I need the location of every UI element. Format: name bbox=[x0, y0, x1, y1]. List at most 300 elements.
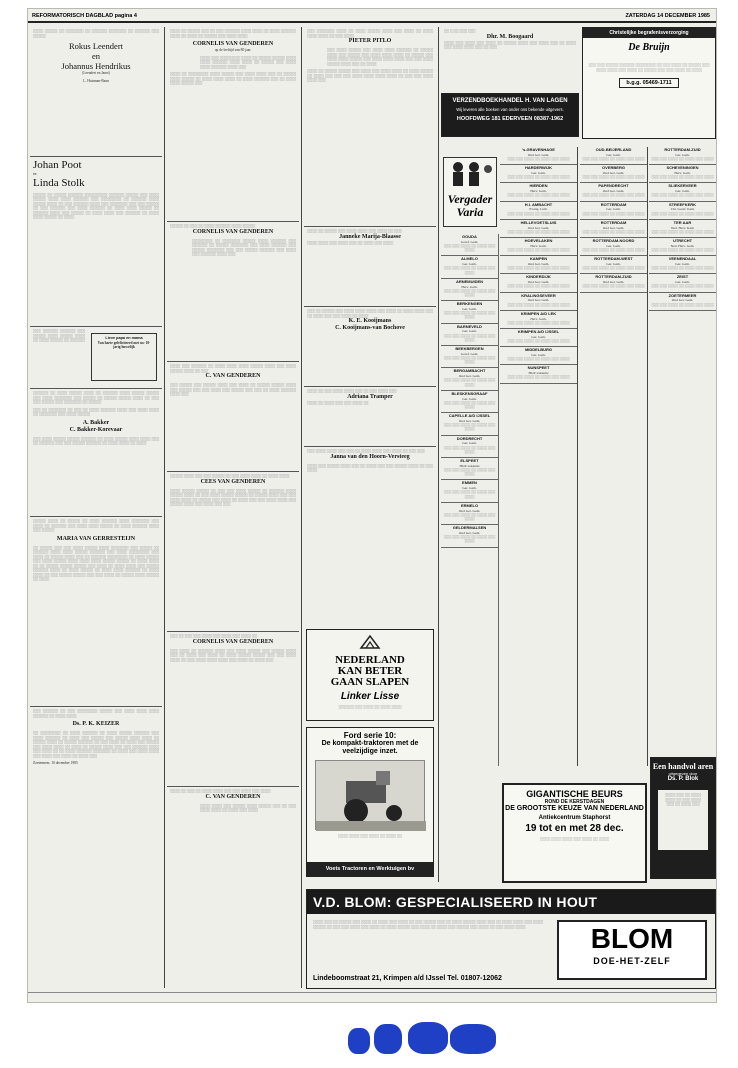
church-denomination: Ger. Gem. bbox=[462, 262, 477, 267]
column-1 bbox=[30, 27, 162, 988]
birth-announcement bbox=[30, 27, 162, 157]
filler-text: ░░░░ ░░░ ░░░░░░ ░░ ░░░░ ░░░░ ░░░░ ░░░░░ ░░░░ ░░░ ░░░░ ░░░░░ ░░░░ ░░ ░░░ bbox=[170, 364, 296, 373]
church-place: CAPELLE A/D IJSSEL bbox=[448, 413, 491, 419]
masthead bbox=[28, 9, 716, 23]
church-denomination: Oud Ger. Gem. bbox=[458, 419, 481, 424]
church-listing bbox=[649, 147, 716, 165]
filler-text: ░░░ ░░ ░░░ ░░░ ░░░░ ░░░ ░░░░ ░░░ ░░░░ ░░ bbox=[170, 634, 258, 638]
name-kooijmans-2: C. Kooijmans-van Bochove bbox=[335, 325, 405, 331]
church-listing bbox=[441, 436, 498, 458]
filler-text: ░░░░░ ░░░░ ░░░ ░░░ ░░░░░ ░░ ░░░ ░░░░ ░░░░ ░░ ░░░░ ░░░░ bbox=[170, 474, 290, 478]
church-denomination: Oud Ger. Gem. bbox=[602, 225, 625, 230]
church-place: KRALINGSEVEER bbox=[521, 292, 556, 298]
keizer-place: Zoetermeer, 10 december 1985 bbox=[33, 761, 78, 765]
filler-text: ░░░ ░░░ ░░░░ ░░ ░░░░ ░░░ ░░░░ bbox=[507, 157, 570, 161]
jubilee-sub: Van harte gefeliciteerd met uw 10-jarig huwelijk bbox=[97, 340, 151, 350]
church-place: KRIMPEN A/D IJSSEL bbox=[517, 329, 560, 335]
church-place: ZOETERMEER bbox=[668, 292, 697, 298]
filler-text: ░░░ ░░░ ░░░░ ░░ ░░░░ ░░░ ░░░░ bbox=[582, 284, 645, 289]
beurs-ad[interactable] bbox=[502, 783, 647, 883]
filler-text: ░░░░ ░░░ ░░ ░░░░ ░░░░ ░░ ░░░ ░░░░ ░░░ ░░ ░░░░ ░░░ bbox=[665, 793, 701, 806]
death-notice-1 bbox=[167, 27, 299, 222]
church-listing bbox=[649, 202, 716, 220]
church-listing bbox=[649, 238, 716, 256]
filler-text: ░░ ░ ░░ ░░░ ░░░ bbox=[444, 29, 476, 33]
handvol-aren-ad[interactable] bbox=[650, 757, 716, 879]
filler-text: ░░░ ░░░ ░░░░ ░░ ░░░░ ░░░ ░░░░ bbox=[443, 490, 496, 499]
church-listing bbox=[500, 329, 577, 347]
de-bruijn-header: Christelijke begrafenisverzorging bbox=[583, 28, 715, 38]
church-listing bbox=[649, 165, 716, 183]
tractor-icon bbox=[316, 761, 426, 831]
filler-text: ░░░░ ░░ ░░░░░ ░░░░░ ░░░ ░░░░ ░░░ ░░░░ ░░░░ ░░ ░░░░ ░░░░░ ░░ ░░░░ ░░░ ░░░ ░░░ ░░░░ ░░░░ ░░░░ ░░░░ ░░ ░░░ ░░░ ░░░░ ░░░░ ░░░ bbox=[307, 69, 433, 82]
church-denomination: Oud Ger. Gem. bbox=[458, 374, 481, 379]
masthead-right: ZATERDAG 14 DECEMBER 1985 bbox=[625, 13, 710, 19]
newspaper-page bbox=[27, 8, 717, 1003]
beurs-line-3: DE GROOTSTE KEUZE VAN NEDERLAND bbox=[505, 805, 644, 812]
church-listing bbox=[649, 220, 716, 238]
church-place: H.I. AMBACHT bbox=[524, 201, 553, 207]
church-place: BERKENGEN bbox=[456, 301, 483, 307]
church-denomination: Oud Ger. Gem. bbox=[527, 262, 550, 267]
church-listing bbox=[580, 147, 647, 165]
filler-text: ░░░ ░░░░░░ ░░░░░░ ░░░ ░░░░░ ░░░░ ░░░░░ ░░░░ ░░ ░░░░ ░░░░░ ░░ ░░░░░░ bbox=[33, 329, 85, 342]
church-place: BLESKENSGRAAF bbox=[451, 390, 488, 396]
filler-text: ░░░░░ ░░░░ ░░ ░░░░░ ░░ ░░░░ ░░░░░░ ░░░░ ░░░░░░░ ░░░ ░░░░ ░░ ░░░░░░ ░░░ ░░░░ ░░░░ ░░░░░ ░░ ░░░░ ░░░░░░ ░░░░ ░░░ ░░░░░ bbox=[33, 519, 159, 532]
column-2 bbox=[167, 27, 299, 988]
filler-text: ░░░░ ░░ ░░░░░ ░░░ ░░ ░░░ ░░░░░░ ░░░░ ░░░░ ░░ ░░░░ ░░░░░░ ░░░░ ░░ ░░░░ ░░ ░░░░░ ░░░ ░░░░ ░░░░ bbox=[170, 29, 296, 38]
church-listing bbox=[500, 147, 577, 165]
blom-brand: BLOM bbox=[590, 923, 674, 954]
name-en: en bbox=[91, 51, 101, 61]
filler-text: ░░░░░░ ░░░ ░░░░ ░░ ░░░░ ░░░░ bbox=[338, 705, 402, 709]
church-listing bbox=[441, 368, 498, 390]
church-denomination: Ger. Gem. bbox=[675, 262, 690, 267]
jubilee-announcement bbox=[30, 327, 162, 389]
filler-text: ░░░ ░░░░ ░░ ░░░░░░ ░░░░ ░░░ ░░░░ ░░░░░ ░░░ ░░░░░ ░░░░ ░░░ ░░ ░░░░ ░░░ ░░░░ ░░ ░░░░ ░░░░░ ░░░░░ ░░░ ░░░ ░░░░ ░░░░ ░░ ░░░ ░░░░ ░░░░ ░░░░ ░░░ ░░░░ ░░ ░░░░ ░░░ bbox=[170, 648, 296, 662]
church-listing bbox=[500, 220, 577, 238]
blom-address: Lindeboomstraat 21, Krimpen a/d IJssel Tel. 01807-12062 bbox=[313, 975, 502, 982]
linker-line-3: GAAN SLAPEN bbox=[330, 676, 410, 688]
filler-text: ░░░ ░░░ ░░░░ ░░ ░░░░ ░░░ ░░░░ bbox=[582, 229, 645, 234]
church-listing bbox=[580, 220, 647, 238]
church-place: UTRECHT bbox=[672, 238, 693, 244]
church-denomination: Ger. Gem. bbox=[531, 353, 546, 358]
church-listing bbox=[500, 183, 577, 201]
church-listing bbox=[500, 274, 577, 292]
church-place: ROTTERDAM bbox=[600, 201, 627, 207]
filler-text: ░░░ ░░░ ░░░░ ░░ ░░░░ ░░░ ░░░░ bbox=[582, 157, 645, 161]
death-notice-pitlo bbox=[304, 27, 436, 227]
church-place: PAPENDRECHT bbox=[598, 183, 629, 189]
church-list-far bbox=[649, 147, 716, 754]
church-listing bbox=[441, 480, 498, 502]
filler-text: ░░░ ░░ ░░░░░ ░░░ ░░░░ ░░░░ ░░░░ ░░░ ░░░░ ░░ ░░░░ ░░░░ ░░░ ░░ ░░░░ ░░░ ░░░ ░░░░ ░░ ░░░░ bbox=[307, 309, 433, 318]
church-place: STREEFKERK bbox=[668, 201, 697, 207]
church-place: HOEVELAKEN bbox=[524, 238, 553, 244]
filler-text: ░░░ ░░░ ░░░░ ░░ ░░░░ ░░░ ░░░░ bbox=[507, 175, 570, 180]
filler-text: ░░░ ░░░ ░░░░ ░░ ░░░░ ░░░ ░░░░ bbox=[507, 357, 570, 362]
filler-text: ░░░ ░░░ ░░░░ ░░ ░░░░ ░░░ ░░░░ bbox=[651, 266, 714, 271]
name-kooijmans-1: K. E. Kooijmans bbox=[348, 318, 392, 324]
church-listing bbox=[500, 347, 577, 365]
church-listing bbox=[441, 413, 498, 435]
blom-banner-ad[interactable] bbox=[306, 889, 716, 989]
church-place: SCHEVENINGEN bbox=[666, 165, 699, 171]
death-notice-6 bbox=[167, 787, 299, 907]
scan-blob bbox=[450, 1024, 496, 1054]
filler-text: ░░░ ░░░ ░░░░ ░░ ░░░░ ░░░ ░░░░ bbox=[443, 288, 496, 298]
linker-line-1: NEDERLAND bbox=[335, 654, 405, 666]
filler-text: ░░░ ░░░ ░░░░ ░░ ░░░░ ░░░ ░░░░ bbox=[443, 400, 496, 410]
church-place: OUD-BEIJERLAND bbox=[595, 147, 632, 152]
filler-text: ░░░ ░░░ ░░░░ ░░ ░░░░ ░░░ ░░░░ bbox=[443, 468, 496, 477]
scanner-finger-marks bbox=[340, 1020, 500, 1060]
church-listing bbox=[580, 165, 647, 183]
varia-word: Varia bbox=[456, 205, 484, 219]
church-denomination: Ger. Gem. bbox=[462, 441, 477, 446]
family-line: (Leendert en Janet) bbox=[82, 71, 110, 75]
filler-text: ░░░ ░░░ ░░░░ ░░ ░░░░ ░░░ ░░░░ bbox=[507, 284, 570, 289]
beurs-line-4: Antiekcentrum Staphorst bbox=[538, 815, 611, 821]
church-denomination: Ger. Gem. bbox=[606, 262, 621, 267]
church-denomination: Oud Ger. Gem. bbox=[527, 298, 550, 303]
church-denomination: Ger. Gem. bbox=[531, 334, 546, 339]
obituary-keizer bbox=[30, 707, 162, 897]
filler-text: ░░░ ░░░░░ ░░░ ░░░░░ ░░░░ ░░░ ░░░░ ░░ ░░░░░ ░░░░░ ░░░░ ░░░ ░░░░░ ░░░ ░░░ ░░░░ ░░░ ░░░░░ ░░░ ░░░ ░░ ░░░░ ░░░░░░ ░░░░ ░░░ bbox=[170, 383, 296, 396]
church-denomination: Herv. Gem. bbox=[530, 189, 547, 194]
church-listing bbox=[441, 279, 498, 301]
church-denomination: Chr. Geref. Kerk bbox=[670, 207, 695, 212]
name-cornelis-3: CORNELIS VAN GENDEREN bbox=[192, 638, 274, 645]
obituary-maria bbox=[30, 517, 162, 707]
filler-text: ░░ ░░░░░░░░ ░░ ░░░░ ░░░░░░ ░░ ░░░░ ░░░░░ ░░░░░░ ░░░ ░░░░ ░░░░░░ ░░ ░░░░ ░░░ ░░░░░ ░░░ ░░░░░ ░░░░ ░░░░ ░░ ░░░░░ ░░░░ ░░ ░░░░░ ░░░░░░ ░░ ░░░ ░░░░ ░░ ░░░░ ░░░ ░░░░░ ░░░ ░░░░ ░░░░ ░░ ░░░░ ░░ ░░░░░ ░░░░ ░░░ ░░░ ░░░░░░ ░░░░ ░░░ ░░░░ ░░ ░░ ░░░░ ░░░░░░ ░░░░░░░ ░░ ░░░░ ░░░ ░░░░ ░░░░ ░░░ ░░░░ ░░░ ░░░░ ░░ ░░░░ ░░░ bbox=[33, 731, 159, 758]
filler-text: ░░░ ░░░ ░░░░ ░░ ░░░░ ░░░ ░░░░ bbox=[651, 211, 714, 216]
filler-text: ░░░ ░░░ ░░░░ ░░ ░░░░ ░░░ ░░░░ bbox=[651, 302, 714, 307]
church-listing bbox=[500, 311, 577, 329]
linker-line-2: KAN BETER bbox=[337, 665, 403, 677]
church-denomination: Ger. Gem. bbox=[675, 280, 690, 285]
death-notice-marija bbox=[304, 227, 436, 307]
filler-text: ░░░ ░░░ ░░░░ ░░ ░░░░ ░░░ ░░░░ bbox=[443, 266, 496, 275]
filler-text: ░░░░ ░░░░░ ░░ ░░░░░░░ ░░ ░░░░░░ ░░░░░░░ ░░ ░░░░░░ ░░░ ░░░░░ bbox=[33, 29, 159, 38]
church-list-right bbox=[580, 147, 648, 766]
van-lagen-sub: Wij leveren alle boeken van onder ons bekende uitgevers. bbox=[456, 107, 564, 112]
church-listing bbox=[580, 202, 647, 220]
name-rokus: Rokus Leendert bbox=[68, 41, 124, 51]
church-listing bbox=[441, 458, 498, 480]
church-denomination: Evang. Luth. bbox=[529, 207, 548, 212]
death-notice-4 bbox=[167, 472, 299, 632]
church-place: ROTTERDAM-ZUID bbox=[664, 147, 701, 152]
filler-text: ░░░ ░░░ ░░░░ ░░ ░░░░ ░░░ ░░░░ bbox=[651, 175, 714, 180]
filler-text: ░░░ ░░░ ░░░░ ░░ ░░░░ ░░░ ░░░░ bbox=[507, 375, 570, 380]
church-denomination: Geref. Gem. bbox=[460, 239, 479, 244]
church-listing bbox=[500, 293, 577, 311]
name-a-bakker: A. Bakker bbox=[82, 419, 110, 426]
blom-brand-sub: DOE-HET-ZELF bbox=[593, 956, 671, 966]
blom-headline: V.D. BLOM: GESPECIALISEERD IN HOUT bbox=[307, 890, 715, 914]
jubilee-box bbox=[91, 333, 157, 381]
church-denomination: Oud Ger. Gem. bbox=[602, 171, 625, 175]
church-listing bbox=[500, 165, 577, 183]
church-denomination: Oud Ger. Gem. bbox=[527, 280, 550, 285]
church-place: NUNSPEET bbox=[527, 365, 550, 371]
church-place: ROTTERDAM bbox=[600, 219, 627, 225]
filler-text: ░░░ ░░░ ░░░░ ░░ ░░░░ ░░░ ░░░░ bbox=[443, 512, 496, 522]
church-denomination: HGP-vakantie bbox=[459, 463, 480, 468]
church-denomination: Herv. Gem. bbox=[530, 316, 547, 321]
tractor-photo bbox=[315, 760, 425, 830]
ford-headline-1: Ford serie 10: bbox=[343, 731, 397, 740]
filler-text: ░░░ ░░░ ░░░░ ░░ ░░░░ ░░░ ░░░░ bbox=[582, 248, 645, 253]
church-place: DORDRECHT bbox=[456, 435, 483, 441]
church-place: ROTTERDAM-ZUID bbox=[595, 274, 632, 280]
filler-text: ░░░░ ░░░ ░░░░░░░░ ░░░░ ░░ ░░░░░ ░░░░░ ░░░░ ░░░░ ░░░░░░ ░░░░ ░░░░ ░░ ░░░░░ ░░░ ░░░░ ░░░░ ░░░░░░ ░░░░ ░░░ bbox=[200, 55, 296, 69]
filler-text: ░░░ ░░░░ ░░░░ ░░░ ░░░ ░░ ░░░░ ░░░░ ░░░ ░░░░ ░░ ░░░ ░░░ bbox=[307, 449, 425, 453]
filler-text: ░░░ ░░░ ░░░░ ░░ ░░░░ ░░░ ░░░░ bbox=[651, 284, 714, 289]
church-listing bbox=[500, 202, 577, 220]
filler-text: ░░░ ░░░ ░░░░ ░░ ░░░░ ░░░ ░░░░ bbox=[443, 378, 496, 387]
church-listing bbox=[500, 256, 577, 274]
filler-text: ░░░░ ░░ ░░░ ░░ ░░░░ ░░░░ ░░░ ░░░ ░░░░ ░░░ ░░░░ bbox=[170, 789, 271, 793]
filler-text: ░░░ ░░░ ░░░░ ░░ ░░░░ ░░░ ░░░░ bbox=[582, 211, 645, 216]
filler-text: ░░░ ░░░ ░░░░ ░░ ░░░░ ░░░ ░░░░ bbox=[443, 445, 496, 454]
masthead-left: REFORMATORISCH DAGBLAD pagina 4 bbox=[32, 13, 137, 19]
filler-text: ░░░░ ░░░░ ░░░░ ░░░ ░░░░ ░░ ░░░░ bbox=[539, 837, 610, 841]
name-pieter-pitlo: PIETER PITLO bbox=[348, 38, 392, 44]
filler-text: ░░░ ░░░ ░░░░ ░░ ░░░░ ░░░ ░░░░ bbox=[507, 229, 570, 234]
van-lagen-title: VERZENDBOEKHANDEL H. VAN LAGEN bbox=[452, 98, 568, 104]
name-johan-poot: Johan Poot bbox=[33, 159, 82, 171]
church-denomination: Herv. Gem. bbox=[461, 284, 478, 289]
filler-text: ░░░░ ░░ ░░░░ ░░░ ░░░ ░░░░ ░░ bbox=[307, 400, 369, 405]
church-listing bbox=[441, 503, 498, 525]
filler-text: ░░░░ ░░░░ ░░░ ░░░░░ ░░░░ ░░░░░ ░░░ ░░ ░░░ ░░░░ ░░░░ ░░ ░░░░ ░░░ ░░░░ bbox=[200, 803, 296, 812]
church-listing bbox=[580, 183, 647, 201]
church-denomination: Ger. Gem. bbox=[462, 307, 477, 312]
name-janneke: Janneke Marija-Blaasse bbox=[339, 233, 401, 240]
church-place: TER AAR bbox=[673, 219, 692, 225]
linker-lisse-ad[interactable] bbox=[306, 629, 434, 721]
blom-logo-box bbox=[557, 920, 707, 980]
church-place: ZEIST bbox=[676, 274, 689, 280]
handvol-title: Een handvol aren bbox=[652, 762, 714, 771]
de-bruijn-phone: b.g.g. 05469-1711 bbox=[619, 78, 679, 88]
filler-text: ░░░ ░░░ ░░░░ ░░ ░░░░ ░░░ ░░░░ bbox=[651, 157, 714, 161]
death-notice-2 bbox=[167, 222, 299, 362]
church-denomination: Oud Ger. Gem. bbox=[602, 189, 625, 194]
church-denomination: Ger. Gem. bbox=[462, 486, 477, 491]
church-place: GOUDA bbox=[462, 234, 477, 239]
church-denomination: Ger. Gem. bbox=[531, 171, 546, 175]
church-denomination: Ger. Gem. bbox=[606, 152, 621, 157]
notice-boogaard bbox=[441, 27, 579, 89]
filler-text: ░░░ ░░░ ░░░░ ░░ ░░░░ ░░░ ░░░░ bbox=[507, 320, 570, 325]
filler-text: ░░░░ ░░░░ ░░░ ░░░░ ░░░ ░░ ░░░░ ░░░ ░░░░ bbox=[307, 240, 394, 245]
linker-brand: Linker Lisse bbox=[340, 691, 400, 702]
church-listing bbox=[441, 301, 498, 323]
filler-text: ░░░ ░░░ ░░░░ ░░ ░░░░ ░░░ ░░░░ bbox=[507, 211, 570, 216]
filler-text: ░░░ ░░░ ░░░░ ░░ ░░░░ ░░░ ░░░░ bbox=[651, 248, 714, 253]
name-janna: Janna van den Hoorn-Versteeg bbox=[330, 453, 410, 460]
scan-blob bbox=[348, 1028, 370, 1054]
filler-text: ░░░ ░░░ ░░░░ ░░ ░░░░ ░░░ ░░░░ bbox=[582, 193, 645, 198]
filler-text: ░░░░ ░░░ ░░░░ ░░░ ░░░░ ░░ ░░░░░ ░░░░ ░░░ ░░░░ ░░░ ░░ ░░░░ ░░░ ░░░░ ░░░░ ░░░ ░░ ░░░ bbox=[444, 40, 576, 49]
filler-text: ░░░ ░░░ ░░░░ ░░ ░░░░ ░░░ ░░░░ bbox=[507, 339, 570, 344]
name-boogaard: Dhr. M. Boogaard bbox=[486, 33, 534, 40]
page-footer bbox=[28, 992, 716, 1002]
church-denomination: Geref. Gem. bbox=[460, 351, 479, 356]
filler-text: ░░░ ░░░ ░░░░ ░░ ░░░░ ░░░ ░░░░ bbox=[507, 193, 570, 198]
church-denomination: Ger. Gem. bbox=[462, 329, 477, 334]
church-listing bbox=[500, 238, 577, 256]
church-place: KRIMPEN A/D LEK bbox=[520, 310, 557, 316]
column-rule bbox=[438, 27, 439, 882]
church-denomination: Oud Ger. Gem. bbox=[458, 508, 481, 513]
filler-text: ░░░ ░░░░░░ ░░ ░░░ ░░░░░░░░ ░░░░░ ░░░ ░░░░ ░░░░ ░░░░ ░░░░░░ ░░ ░░░░ ░░░░ bbox=[33, 709, 159, 718]
wedding-announcement bbox=[30, 157, 162, 327]
church-listing bbox=[441, 346, 498, 368]
vergader-varia-logo bbox=[443, 157, 497, 227]
de-bruijn-ad[interactable] bbox=[582, 27, 716, 139]
name-adriana: Adriana Tramper bbox=[347, 393, 393, 400]
church-listing bbox=[441, 256, 498, 278]
filler-text: ░░░░░░ ░░ ░░░░ ░░░░░ ░░░░ ░░ ░░░░░░ ░░░░ ░░░░░ ░░░░░ ░░░ ░░░░ ░░░░░░░ ░░░ ░░░░░ ░░ ░░░░░ ░░░░░ ░░░░ ░░ ░░░ ░░░ ░░░░░ ░░░ ░░░░░░░ ░░ ░░░░░ bbox=[33, 391, 159, 404]
filler-text: ░░░ ░░░ ░░░░ ░░ ░░░░ ░░░ ░░░░ bbox=[651, 193, 714, 198]
name-johannus: Johannus Hendrikus bbox=[61, 61, 131, 71]
ford-headline-2: De kompakt-traktoren met de veelzijdige inzet. bbox=[321, 740, 419, 755]
church-place: KINDERDIJK bbox=[526, 274, 551, 280]
church-denomination: Oud Ger. Gem. bbox=[527, 225, 550, 230]
age-line: op de leeftijd van 80 jaar. bbox=[214, 48, 252, 52]
beurs-line-5: 19 tot en met 28 dec. bbox=[525, 823, 624, 834]
church-denomination: Ger. Gem. bbox=[606, 207, 621, 212]
filler-text: ░░░ ░░░ ░░░░ ░░ ░░░░ ░░░ ░░░░ bbox=[443, 333, 496, 342]
name-cornelis-2: CORNELIS VAN GENDEREN bbox=[192, 228, 274, 235]
church-place: BEEKBERGEN bbox=[455, 346, 484, 352]
name-en-2: en bbox=[33, 172, 37, 176]
church-denomination: Ger. Gem. bbox=[675, 189, 690, 194]
church-denomination: Ger. Gem. bbox=[462, 396, 477, 401]
church-place: MIDDELBURG bbox=[524, 347, 553, 353]
filler-text: ░░░ ░░░ ░░░░ ░░ ░░░░ ░░░ ░░░░ bbox=[443, 535, 496, 544]
death-notice-hoorn bbox=[304, 447, 436, 547]
filler-text: ░░░ ░░░ ░░░░░ ░░░░░░ ░░░░░░░░ ░░ ░░░ ░░░░ ░░ ░░░░░ ░░░ ░░░░ ░░░░ ░░░ ░░░░ ░░ ░░░░░ ░░░ ░░░ ░░░░ ░░ ░░░░ bbox=[588, 63, 710, 72]
church-denomination: Oud Ger. Gem. bbox=[458, 531, 481, 536]
ford-footer: Voets Tractoren en Werktuigen bv bbox=[307, 862, 433, 876]
church-denomination: Ger. Gem. bbox=[606, 243, 621, 248]
filler-text: ░░░ ░░░ ░░░░ ░░ ░░░░ ░░░ ░░░░ bbox=[582, 175, 645, 180]
church-denomination: Ned. Herv. Kerk bbox=[670, 225, 695, 230]
name-cornelis-1: CORNELIS VAN GENDEREN bbox=[192, 41, 274, 47]
filler-text: ░░░░░░░░ ░░ ░░░░░░░ ░░░░░ ░░░░ ░░░░░░ ░░░ ░░░░░░ ░░ ░░░░░ ░░░░░░░ ░░░ ░░░░ ░░░░░░ ░░░ ░░░░░ ░░░░░░░ ░░░ ░░░ ░░░░░ ░░░░░░ ░░░ ░░░░ ░░░ ░░░░░░ ░░░░ ░░░ bbox=[192, 238, 296, 256]
church-denomination: Ned. Herv. Gem. bbox=[670, 243, 695, 248]
figures-icon bbox=[444, 158, 496, 188]
filler-text: ░░░ ░░░ ░░░░ ░░ ░░░░ ░░░ ░░░░ bbox=[507, 266, 570, 271]
handvol-author: Ds. P. Blok bbox=[667, 776, 699, 782]
linker-logo-icon bbox=[307, 634, 433, 655]
church-listing bbox=[580, 238, 647, 256]
filler-text: ░░░░░ ░░ ░░░ ░░ ░░░░ ░░░░░░ ░░░░ ░░░░░ bbox=[170, 224, 256, 228]
filler-text: ░░░ ░░░ ░░░░ ░░ ░░░░ ░░░ ░░░░ bbox=[443, 244, 496, 253]
church-place: ARNEMUIDEN bbox=[455, 278, 484, 284]
church-place: VEENENDAAL bbox=[668, 256, 697, 262]
church-list-left bbox=[441, 234, 499, 766]
filler-text: ░░░░ ░░░░ ░░░ ░░░░ ░░ ░░░░ ░░ bbox=[338, 834, 402, 838]
church-listing bbox=[580, 256, 647, 274]
church-listing bbox=[649, 293, 716, 311]
church-place: GELDERMALSEN bbox=[452, 525, 487, 531]
filler-text: ░░░ ░░░ ░░░░ ░░ ░░░░ ░░░ ░░░░ bbox=[443, 311, 496, 320]
church-place: EMMEN bbox=[462, 480, 477, 486]
column-rule bbox=[301, 27, 302, 988]
filler-text: ░░░░ ░░ ░░░░░░░░ ░░░░ ░░░░░ ░░░ ░░░░ ░░░░ ░░░ ░░ ░░░░░ ░░░░ ░░░░░ ░░ ░░░░ ░░░░ ░░░░ ░░ ░░░░ ░░░░░░ ░░░ ░░ ░░░░ ░░░░ ░░░░░ ░░░ bbox=[170, 72, 296, 85]
church-place: SLIEKERVEER bbox=[668, 183, 697, 189]
anniversary-announcement bbox=[30, 389, 162, 517]
name-keizer: Ds. P. K. KEIZER bbox=[72, 721, 120, 727]
death-notice-tramper bbox=[304, 387, 436, 447]
filler-text: ░░░ ░░ ░░░░░░░ ░░ ░░░ ░░ ░░░░ ░░░░░░ ░░░░ ░░░ ░░░░ ░░░░ ░░ ░░░░░░░ ░░░ ░░░░ ░░░░░ bbox=[33, 407, 159, 416]
column-rule bbox=[164, 27, 165, 988]
church-place: OVERBERG bbox=[602, 165, 625, 171]
filler-text: ░░░░░ ░░ ░░░░░ ░░░░░░ ░░░░░░░░░ ░░░░░░ ░░░░░ ░░░ ░░░░ ░░░░░ ░░░░ ░░░░ ░░░░░░ ░░░ ░░░░░░░░ ░░ ░░░░░░ ░░░░ ░░░░░ ░░░░ ░░ ░░░ ░░░░░░ ░░░░ ░░░ ░░░░░░░ ░░░ ░░░ ░░░░░ ░░ ░░░ ░░░░░░ ░░░ ░░░░ ░░░░░░ ░░ ░░░░ ░░░░ ░░░░░ ░░ ░░░░░░ ░░░░ ░░░ ░░░░░ ░░ ░░░░ ░░░░ ░░░ ░░░░░░ ░░ ░░░░ ░░░░ ░░░░░ ░░ ░░░░ bbox=[33, 192, 159, 219]
church-listing bbox=[500, 365, 577, 383]
church-place: HIERDEN bbox=[529, 183, 548, 189]
jubilee-title: Lieve papa en mama bbox=[105, 336, 143, 340]
church-place: ROTTERDAM-WEST bbox=[594, 256, 633, 262]
filler-text: ░░░ ░░░ ░░░░ ░░ ░░░░ ░░░ ░░░░ bbox=[582, 266, 645, 271]
church-place: BARNEVELD bbox=[457, 323, 482, 329]
church-place: 's-GRAVENHAGE bbox=[522, 147, 555, 152]
church-place: ALMELO bbox=[461, 256, 478, 262]
church-denomination: Herv. Gem. bbox=[674, 171, 691, 175]
filler-text: ░░░░ ░░ ░░░ ░░░░ ░░░░ ░░░ ░░ ░░░ ░░░░ ░░░ bbox=[307, 389, 397, 393]
church-listing bbox=[649, 183, 716, 201]
filler-text: ░░░ ░░░ ░░░░ ░░ ░░░░ ░░░ ░░░░ bbox=[443, 423, 496, 432]
filler-text: ░░░ ░░░ ░░░░ ░░ ░░░░ ░░░ ░░░░ bbox=[507, 302, 570, 307]
church-listing bbox=[441, 391, 498, 413]
church-denomination: Oud Ger. Gem. bbox=[527, 152, 550, 157]
church-denomination: Ger. Gem. bbox=[675, 152, 690, 157]
beurs-line-2: ROND DE KERSTDAGEN bbox=[544, 799, 605, 805]
church-listing bbox=[441, 525, 498, 547]
church-listing bbox=[580, 274, 647, 292]
church-denomination: HGP-vakantie bbox=[528, 371, 549, 376]
van-lagen-ad[interactable] bbox=[441, 93, 579, 137]
church-place: ERMELO bbox=[460, 502, 479, 508]
church-place: ELSPEET bbox=[460, 458, 479, 464]
beurs-line-1: GIGANTISCHE BEURS bbox=[526, 789, 623, 799]
name-c-bakker: C. Bakker-Korevaar bbox=[69, 426, 123, 433]
church-place: ROTTERDAM-NOORD bbox=[592, 238, 635, 244]
name-cees-1: CEES VAN GENDEREN bbox=[200, 478, 266, 485]
filler-text: ░░ ░░░░░ ░░░ ░░░ ░░░░ ░░░░░ ░░░░ ░░░░░░░ ░░░ ░░░░░ ░░ ░░░░░░ ░░░░ ░░░░ ░░░░░ ░░░░░░ ░░░ ░░░░ ░░░░░░░░ ░░░ ░░░░ ░░ ░░░░░ ░░░░ ░░░ ░░ ░░░░░░ ░░░░░░░░ ░░ ░░░░ ░░░░░ ░░░ ░░░░ ░░░░░ ░░░░ ░░░░ ░░░░ ░░░░░ ░░░░░ ░░ ░░░░ ░░░░ ░░ ░░ ░░░░░ ░░░░░ ░░░░░ ░░░ ░░░░ ░░ ░░░░ ░░░░ ░░░ ░░░░░ ░░░░░░ ░░░░ ░░ ░░░░ ░░░░░ ░░ ░░░░ ░░░░ ░░░░░░ ░░ ░░░░ ░░░░ ░░ ░░░ ░░░░░ ░░░░░ ░░░ ░░░ ░░░░ ░░ ░░░░░ ░░░░ ░░░░░ ░░ ░░░░ bbox=[33, 545, 159, 581]
filler-text: ░░░░ ░░ ░░░░░ ░░░ ░░░░ ░░░░ ░░░ ░░░░ ░░ ░░░ bbox=[307, 229, 402, 233]
name-c-genderen-2: C. VAN GENDEREN bbox=[205, 793, 261, 800]
filler-text: ░░░ ░░░ ░░░░ ░░ ░░░░ ░░░ ░░░░ bbox=[443, 356, 496, 365]
filler-text: ░░░░ ░░░ ░░░░░ ░░░░ ░░░ ░░ ░░░░ ░░░ ░░░ ░░░░░ ░░░░ ░░ ░░░ ░░░░ bbox=[307, 463, 433, 472]
scan-blob bbox=[374, 1024, 402, 1054]
handvol-order-box bbox=[658, 790, 708, 850]
handvol-sub: uitgegeven door bbox=[668, 771, 698, 776]
church-place: BERGAMBACHT bbox=[453, 368, 486, 374]
church-place: HELLEVOETSLUIS bbox=[520, 219, 557, 225]
filler-text: ░░░ ░░░░░░░ ░░░░ ░░ ░░░░ ░░░░░ ░░░░ ░░░ ░░░░ ░░ ░░░░ ░░░░ ░░░░ ░░ ░░░ ░░░░ bbox=[307, 29, 433, 38]
church-denomination: Oud Ger. Gem. bbox=[602, 280, 625, 285]
ford-tractor-ad[interactable] bbox=[306, 727, 434, 877]
filler-text: ░░░ ░░░░ ░░░░░ ░░░░░ ░░░░░░ ░░ ░░░░ ░░░░░ ░░░░ ░░░░ ░░░ ░░ ░░░░░░ ░░░ ░░░ ░░░░░ ░░░░░░ ░░ ░░░░ ░░░░ ░░ ░░░░ bbox=[33, 436, 159, 445]
